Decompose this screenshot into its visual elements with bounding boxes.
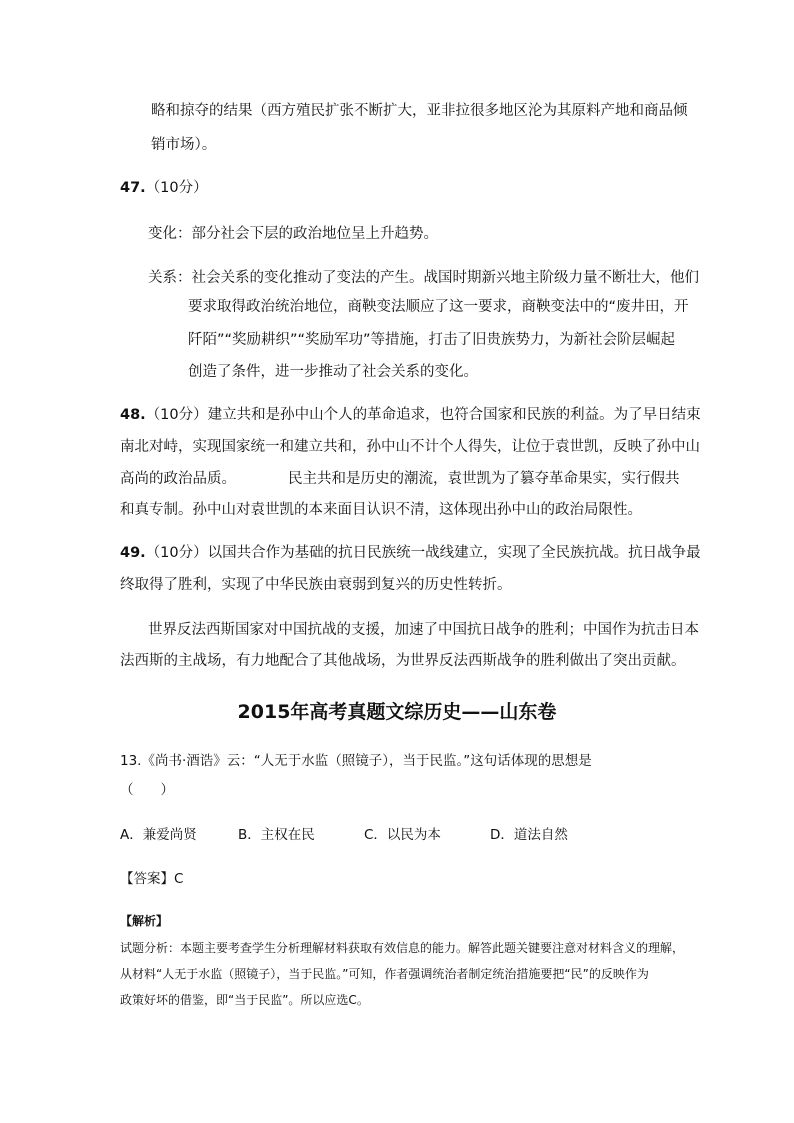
q49-para2-line-2: 法西斯的主战场，有力地配合了其他战场，为世界反法西斯战争的胜利做出了突出贡献。 <box>120 653 686 669</box>
q47-relation-3: 阡陌”“奖励耕织”“奖励军功”等措施，打击了旧贵族势力，为新社会阶层崛起 <box>188 332 676 348</box>
prev-line-1: 略和掠夺的结果（西方殖民扩张不断扩大，亚非拉很多地区沦为其原料产地和商品倾 <box>151 103 688 119</box>
q48-number: 48. <box>120 407 146 423</box>
prev-line-2: 销市场）。 <box>151 137 217 153</box>
q49-line-1 <box>120 543 701 563</box>
q48-line-2: 南北对峙，实现国家统一和建立共和，孙中山不计个人得失，让位于袁世凯，反映了孙中山 <box>120 439 700 455</box>
q47-relation-4: 创造了条件，进一步推动了社会关系的变化。 <box>188 364 478 380</box>
q13-answer <box>120 869 183 889</box>
q13-analysis-line-1: 试题分析：本题主要考查学生分析理解材料获取有效信息的能力。解答此题关键要注意对材料含义的理解， <box>120 941 685 955</box>
q47-number: 47. <box>120 180 146 196</box>
q48-line-1 <box>120 405 701 425</box>
q13-option-b: B．主权在民 <box>238 827 315 843</box>
q13-answer-value: C <box>174 871 184 887</box>
q47-change: 变化：部分社会下层的政治地位呈上升趋势。 <box>148 226 438 242</box>
q49-line-2: 终取得了胜利，实现了中华民族由衰弱到复兴的历史性转折。 <box>120 577 512 593</box>
q48-line-3a: 高尚的政治品质。 <box>120 471 236 487</box>
q13-analysis-line-3: 政策好坏的借鉴，即“当于民监”。所以应选C。 <box>120 993 369 1007</box>
q49-number: 49. <box>120 545 146 561</box>
q48-score: （10分） <box>145 407 208 423</box>
q13-analysis-label: 【解析】 <box>120 914 169 928</box>
q47-score: （10分） <box>145 180 208 196</box>
q13-answer-label: 【答案】 <box>120 871 174 887</box>
q48-line-3b: 民主共和是历史的潮流，袁世凯为了篡夺革命果实，实行假共 <box>288 471 680 487</box>
q49-para2-line-1: 世界反法西斯国家对中国抗战的支援，加速了中国抗日战争的胜利；中国作为抗击日本 <box>148 622 699 638</box>
q47-heading <box>120 178 208 198</box>
q47-relation-2: 要求取得政治统治地位，商鞅变法顺应了这一要求，商鞅变法中的“废井田，开 <box>188 299 689 315</box>
section-title: 2015年高考真题文综历史——山东卷 <box>237 701 557 723</box>
q48-text-1: 建立共和是孙中山个人的革命追求，也符合国家和民族的利益。为了早日结束 <box>207 407 701 423</box>
q47-relation-1: 关系：社会关系的变化推动了变法的产生。战国时期新兴地主阶级力量不断壮大，他们 <box>148 270 699 286</box>
q13-stem: 13.《尚书·酒诰》云：“人无于水监（照镜子），当于民监。”这句话体现的思想是 <box>120 753 592 769</box>
q13-option-d: D．道法自然 <box>490 827 568 843</box>
q13-paren: （ ） <box>120 782 174 798</box>
q13-analysis-line-2: 从材料“人无于水监（照镜子），当于民监。”可知，作者强调统治者制定统治措施要把“民”的反映作为 <box>120 967 649 981</box>
q49-score: （10分） <box>145 545 208 561</box>
q13-option-c: C．以民为本 <box>364 827 441 843</box>
q49-text-1: 以国共合作为基础的抗日民族统一战线建立，实现了全民族抗战。抗日战争最 <box>207 545 701 561</box>
q13-option-a: A．兼爱尚贤 <box>120 827 197 843</box>
q48-line-4: 和真专制。孙中山对袁世凯的本来面目认识不清，这体现出孙中山的政治局限性。 <box>120 502 642 518</box>
